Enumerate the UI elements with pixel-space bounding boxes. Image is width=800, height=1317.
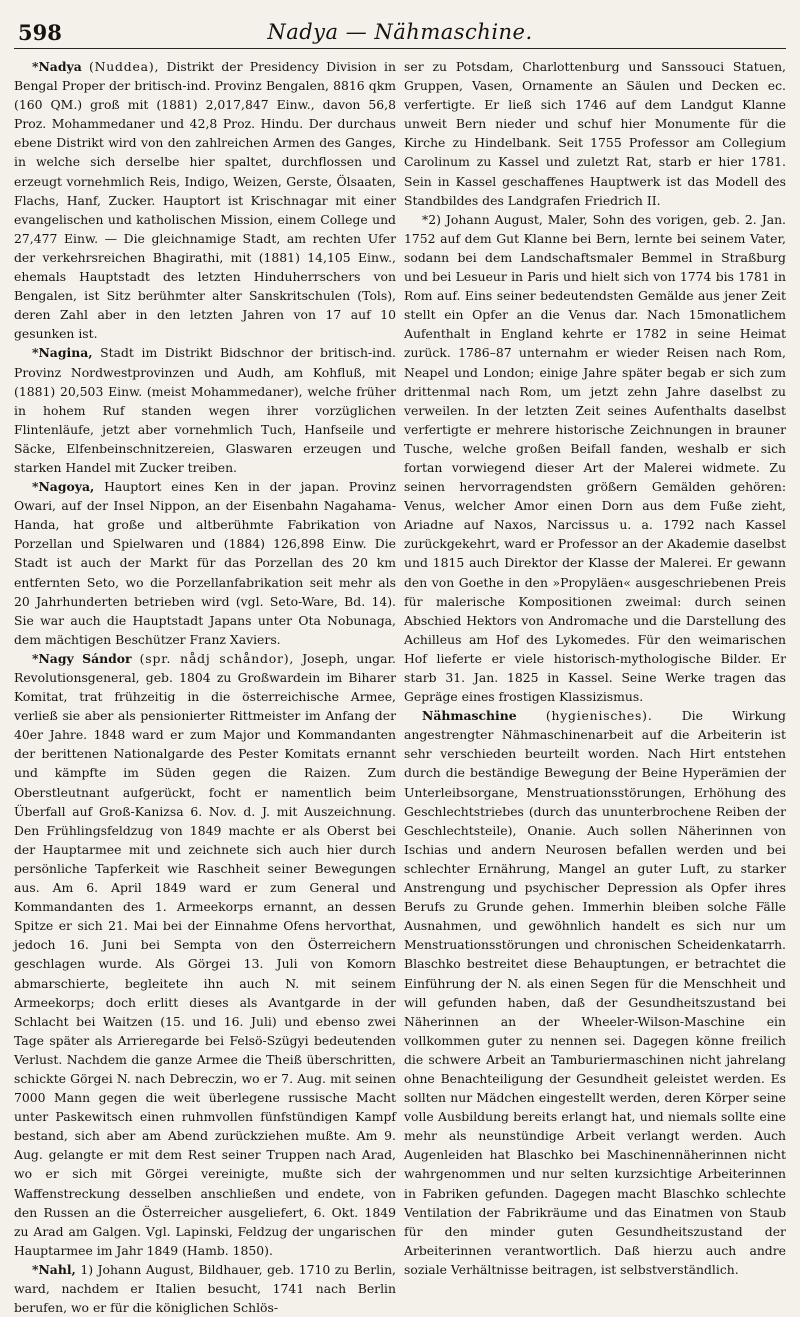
entry-gloss: (Nuddea), <box>89 59 160 74</box>
entry-text: 1) Johann August, Bildhauer, geb. 1710 zu Berlin, ward, nachdem er Italien besucht, 1741 nach Berlin berufen, wo er für die königlichen Schlös- <box>14 1261 396 1316</box>
body-columns <box>14 57 786 1317</box>
entry-nagina <box>14 343 396 477</box>
entry-nahl-continued <box>404 57 786 210</box>
entry-text: *2) Johann August, Maler, Sohn des vorigen, geb. 2. Jan. 1752 auf dem Gut Klanne bei Bern, lernte bei seinem Vater, sodann bei dem Landschaftsmaler Bemmel in Straßburg und bei Lesueur in Paris und hielt sich von 1774 bis 1781 in Rom auf. Eins seiner bedeutendsten Gemälde aus jener Zeit stellt ein Opfer an die Venus dar. Nach 15monatlichem Aufenthalt in England kehrte er 1782 in seine Heimat zurück. 1786–87 unternahm er wieder Reisen nach Rom, Neapel und London; einige Jahre später begab er sich zum drittenmal nach Rom, um jetzt zehn Jahre daselbst zu verweilen. In der letzten Zeit seines Aufenthalts daselbst verfertigte er mehrere historische Zeichnungen in brauner Tusche, welche großen Beifall fanden, weshalb er sich fortan vorwiegend dieser Art der Malerei widmete. Zu seinen hervorragendsten größern Gemälden gehören: Venus, welcher Amor einen Dorn aus dem Fuße zieht, Ariadne auf Naxos, Narcissus u. a. 1792 nach Kassel zurückgekehrt, ward er Professor an der Akademie daselbst und 1815 auch Direktor der Klasse der Malerei. Er gewann den von Goethe in den »Propyläen« ausgeschriebenen Preis für malerische Kompositionen zweimal: durch seinen Abschied Hektors von Andromache und die Darstellung des Achilleus am Hof des Lykomedes. Für den weimarischen Hof lieferte er viele historisch-mythologische Bilder. Er starb 31. Jan. 1825 in Kassel. Seine Werke tragen das Gepräge eines frostigen Klassizismus. <box>404 211 786 705</box>
right-column <box>404 57 786 1317</box>
entry-lemma: *Nahl, <box>32 1261 76 1277</box>
entry-nagoya <box>14 477 396 649</box>
entry-nahl-2 <box>404 210 786 706</box>
page-header <box>14 18 786 49</box>
entry-nagy-sandor <box>14 649 396 1260</box>
entry-lemma: *Nagy Sándor <box>32 650 132 666</box>
entry-nahl <box>14 1260 396 1317</box>
entry-lemma: Nähmaschine <box>422 708 517 724</box>
entry-text: ser zu Potsdam, Charlottenburg und Sanssouci Statuen, Gruppen, Vasen, Ornamente an Säulen und Decken ec. verfertigte. Er ließ sich 1746 auf dem Landgut Klanne unweit Bern nieder und schuf hier Monumente für die Kirche zu Hindelbank. Seit 1755 Professor am Collegium Carolinum zu Kassel und zuletzt Rat, starb er hier 1781. Sein in Kassel geschaffenes Hauptwerk ist das Modell des Standbildes des Landgrafen Friedrich II. <box>404 59 786 208</box>
entry-text: Distrikt der Presidency Division in Bengal Proper der britisch-ind. Provinz Bengalen, 8816 qkm (160 QM.) groß mit (1881) 2,017,847 Einw., davon 56,8 Proz. Mohammedaner und 42,8 Proz. Hindu. Der durchaus ebene Distrikt wird von den zahlreichen Armen des Ganges, in welche sich derselbe hier spaltet, durchflossen und erzeugt vornehmlich Reis, Indigo, Weizen, Gerste, Ölsaaten, Flachs, Hanf, Zucker. Hauptort ist Krischnagar mit einer evangelischen und katholischen Mission, einem College und 27,477 Einw. — Die gleichnamige Stadt, am rechten Ufer der verkehrsreichen Bhagirathi, mit (1881) 14,105 Einw., ehemals Hauptstadt des letzten Hinduherrschers von Bengalen, ist Sitz berühmter alter Sanskritschulen (Tols), deren Zahl aber in den letzten Jahren von 17 auf 10 gesunken ist. <box>14 59 396 342</box>
entry-text: Stadt im Distrikt Bidschnor der britisch-ind. Provinz Nordwestprovinzen und Audh, am Kohfluß, mit (1881) 20,503 Einw. (meist Mohammedaner), welche früher in hohem Ruf standen wegen ihrer vorzüglichen Flintenläufe, jetzt aber vornehmlich Tuch, Hanfseile und Säcke, Elfenbeinschnitzereien, Glaswaren erzeugen und starken Handel mit Zucker treiben. <box>14 345 396 475</box>
left-column <box>14 57 396 1317</box>
entry-nadya <box>14 57 396 343</box>
entry-lemma: *Nagina, <box>32 345 93 361</box>
page-number: 598 <box>18 20 62 45</box>
running-head: Nadya — Nähmaschine. <box>267 20 533 44</box>
entry-text: Joseph, ungar. Revolutionsgeneral, geb. 1804 zu Großwardein im Biharer Komitat, trat frühzeitig in die österreichische Armee, verließ sie aber als pensionierter Rittmeister im Anfang der 40er Jahre. 1848 ward er zum Major und Kommandanten der berittenen Nationalgarde des Pester Komitats ernannt und kämpfte im Süden gegen die Raizen. Zum Oberstleutnant aufgerückt, focht er namentlich beim Überfall auf Groß-Kanizsa 6. Nov. d. J. mit Auszeichnung. Den Frühlingsfeldzug von 1849 machte er als Oberst bei der Hauptarmee mit und zeichnete sich auch hier durch persönliche Tapferkeit wie Raschheit seiner Bewegungen aus. Am 6. April 1849 ward er zum General und Kommandanten des 1. Armeekorps ernannt, an dessen Spitze er sich 21. Mai bei der Einnahme Ofens hervorthat, jedoch 16. Juni bei Sempta von den Österreichern geschlagen wurde. Als Görgei 13. Juli von Komorn abmarschierte, begleitete ihn auch N. mit seinem Armeekorps; doch erlitt dieses als Avantgarde in der Schlacht bei Waitzen (15. und 16. Juli) und ebenso zwei Tage später als Arrieregarde bei Felsö-Szügyi bedeutenden Verlust. Nachdem die ganze Armee die Theiß überschritten, schickte Görgei N. nach Debreczin, wo er 7. Aug. mit seinen 7000 Mann gegen die weit überlegene russische Macht unter Paskewitsch einen ruhmvollen fünfstündigen Kampf bestand, sich aber am Abend zurückziehen mußte. Am 9. Aug. gelangte er mit dem Rest seiner Truppen nach Arad, wo er sich mit Görgei vereinigte, mußte sich der Waffenstreckung desselben anschließen und endete, von den Russen an die Österreicher ausgeliefert, 6. Okt. 1849 zu Arad am Galgen. Vgl. Lapinski, Feldzug der ungarischen Hauptarmee im Jahr 1849 (Hamb. 1850). <box>14 650 397 1258</box>
entry-lemma: *Nadya <box>32 59 82 74</box>
entry-text: Die Wirkung angestrengter Nähmaschinenarbeit auf die Arbeiterin ist sehr verschieden beurteilt worden. Nach Hirt entstehen durch die beständige Bewegung der Beine Hyperämien der Unterleibsorgane, Menstruationsstörungen, Erhöhung des Geschlechtstriebes (durch das ununterbrochene Reiben der Geschlechtsteile), Onanie. Auch sollen Näherinnen von Ischias und andern Neurosen befallen werden und bei schlechter Ernährung, Mangel an guter Luft, zu starker Anstrengung und psychischer Depression als Opfer ihres Berufs zu Grunde gehen. Immerhin bleiben solche Fälle Ausnahmen, und gewöhnlich handelt es sich nur um Menstruationsstörungen und chronischen Scheidenkatarrh. Blaschko bestreitet diese Behauptungen, er betrachtet die Einführung der N. als einen Segen für die Menschheit und will gefunden haben, daß der Gesundheitszustand bei Näherinnen an der Wheeler-Wilson-Maschine ein vollkommen guter zu nennen sei. Dagegen könne freilich die schwere Arbeit an Tamburiermaschinen nicht jahrelang ohne Benachteiligung der Gesundheit geleistet werden. Es sollten nur Mädchen eingestellt werden, deren Körper seine volle Ausbildung bereits erlangt hat, und niemals sollte eine mehr als neunstündige Arbeit verlangt werden. Auch Augenleiden hat Blaschko bei Maschinennäherinnen nicht wahrgenommen und nur selten kurzsichtige Arbeiterinnen in Fabriken gefunden. Dagegen macht Blaschko schlechte Ventilation der Fabrikräume und das Einatmen von Staub für den minder guten Gesundheitszustand der Arbeiterinnen verantwortlich. Daß hierzu auch andre soziale Verhältnisse beitragen, ist selbstverständlich. <box>404 708 786 1277</box>
entry-gloss: (spr. nådj schåndor), <box>139 650 295 666</box>
entry-gloss: (hygienisches). <box>545 708 653 724</box>
entry-naehmaschine <box>404 706 786 1279</box>
entry-text: Hauptort eines Ken in der japan. Provinz Owari, auf der Insel Nippon, an der Eisenbahn Nagahama-Handa, hat große und altberühmte Fabrikation von Porzellan und Spielwaren und (1884) 126,898 Einw. Die Stadt ist auch der Markt für das Porzellan des 20 km entfernten Seto, wo die Porzellanfabrikation seit mehr als 20 Jahrhunderten betrieben wird (vgl. Seto-Ware, Bd. 14). Sie war auch die Hauptstadt Japans unter Ota Nobunaga, dem mächtigen Beschützer Franz Xaviers. <box>14 479 396 647</box>
entry-lemma: *Nagoya, <box>32 479 95 495</box>
